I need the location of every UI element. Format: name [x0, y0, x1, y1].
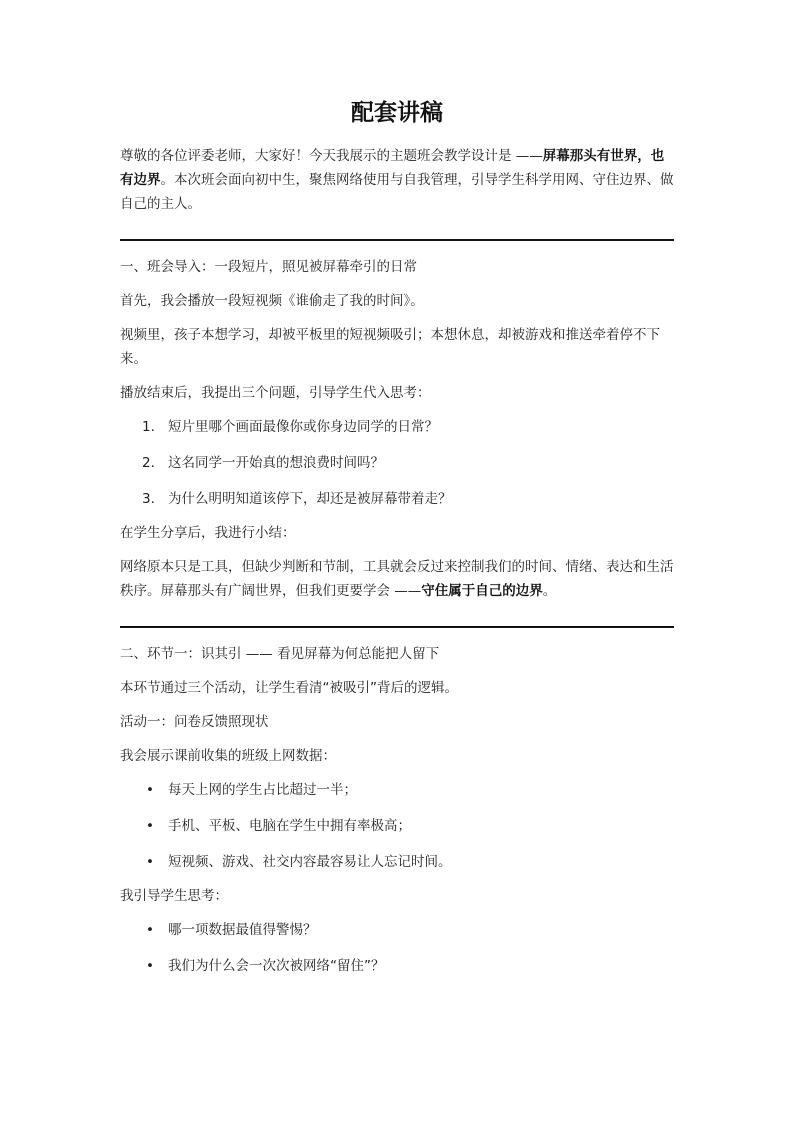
page-title: 配套讲稿 [351, 100, 443, 126]
list-item [120, 918, 674, 942]
summary-emphasis: 守住属于自己的边界 [421, 583, 543, 599]
section1-heading: 一、班会导入：一段短片，照见被屏幕牵引的日常 [120, 259, 417, 275]
list-number: 1. [142, 419, 155, 435]
section1-paragraph-4: 在学生分享后，我进行小结： [120, 525, 296, 541]
list-item [120, 487, 674, 511]
intro-text-end: 。本次班会面向初中生，聚焦网络使用与自我管理，引导学生科学用网、守住边界、做自己的主人。 [120, 172, 674, 212]
bullet-icon: • [146, 854, 154, 870]
bullet-icon: • [146, 958, 154, 974]
list-item-text: 每天上网的学生占比超过一半； [168, 782, 357, 798]
list-item [120, 415, 674, 439]
list-item-text: 手机、平板、电脑在学生中拥有率极高； [168, 818, 411, 834]
section-divider [120, 626, 674, 628]
list-item [120, 954, 674, 978]
summary-paragraph [120, 555, 674, 603]
list-item-text: 短片里哪个画面最像你或你身边同学的日常？ [168, 419, 438, 435]
bullet-icon: • [146, 818, 154, 834]
section1-paragraph-3: 播放结束后，我提出三个问题，引导学生代入思考： [120, 385, 431, 401]
list-item [120, 451, 674, 475]
section2-heading: 二、环节一：识其引 —— 看见屏幕为何总能把人留下 [120, 646, 440, 662]
document-page [120, 0, 674, 978]
list-item-text: 短视频、游戏、社交内容最容易让人忘记时间。 [168, 854, 452, 870]
intro-paragraph [120, 144, 674, 216]
section2-paragraph-3: 我引导学生思考： [120, 888, 228, 904]
list-number: 3. [142, 491, 155, 507]
list-number: 2. [142, 455, 155, 471]
intro-text-start: 尊敬的各位评委老师，大家好！今天我展示的主题班会教学设计是 —— [120, 148, 543, 164]
section2-paragraph-1: 本环节通过三个活动，让学生看清“被吸引”背后的逻辑。 [120, 680, 458, 696]
list-item [120, 778, 674, 802]
think-list [120, 918, 674, 978]
bullet-icon: • [146, 782, 154, 798]
bullet-icon: • [146, 922, 154, 938]
list-item-text: 这名同学一开始真的想浪费时间吗？ [168, 455, 384, 471]
section-divider [120, 239, 674, 241]
list-item-text: 我们为什么会一次次被网络“留住”？ [168, 958, 385, 974]
list-item [120, 814, 674, 838]
list-item-text: 为什么明明知道该停下，却还是被屏幕带着走？ [168, 491, 452, 507]
activity-title: 活动一：问卷反馈照现状 [120, 714, 269, 730]
summary-text-end: 。 [542, 583, 557, 599]
theme-title: 屏幕那头有世界，也有边界 [120, 148, 665, 188]
data-list [120, 778, 674, 874]
question-list [120, 415, 674, 511]
list-item-text: 哪一项数据最值得警惕？ [168, 922, 317, 938]
section2-paragraph-2: 我会展示课前收集的班级上网数据： [120, 748, 336, 764]
summary-text: 网络原本只是工具，但缺少判断和节制，工具就会反过来控制我们的时间、情绪、表达和生活秩序。屏幕那头有广阔世界，但我们更要学会 —— [120, 559, 674, 599]
section1-paragraph-1: 首先，我会播放一段短视频《谁偷走了我的时间》。 [120, 293, 424, 309]
list-item [120, 850, 674, 874]
section1-paragraph-2: 视频里，孩子本想学习，却被平板里的短视频吸引；本想休息，却被游戏和推送牵着停不下来。 [120, 327, 660, 367]
